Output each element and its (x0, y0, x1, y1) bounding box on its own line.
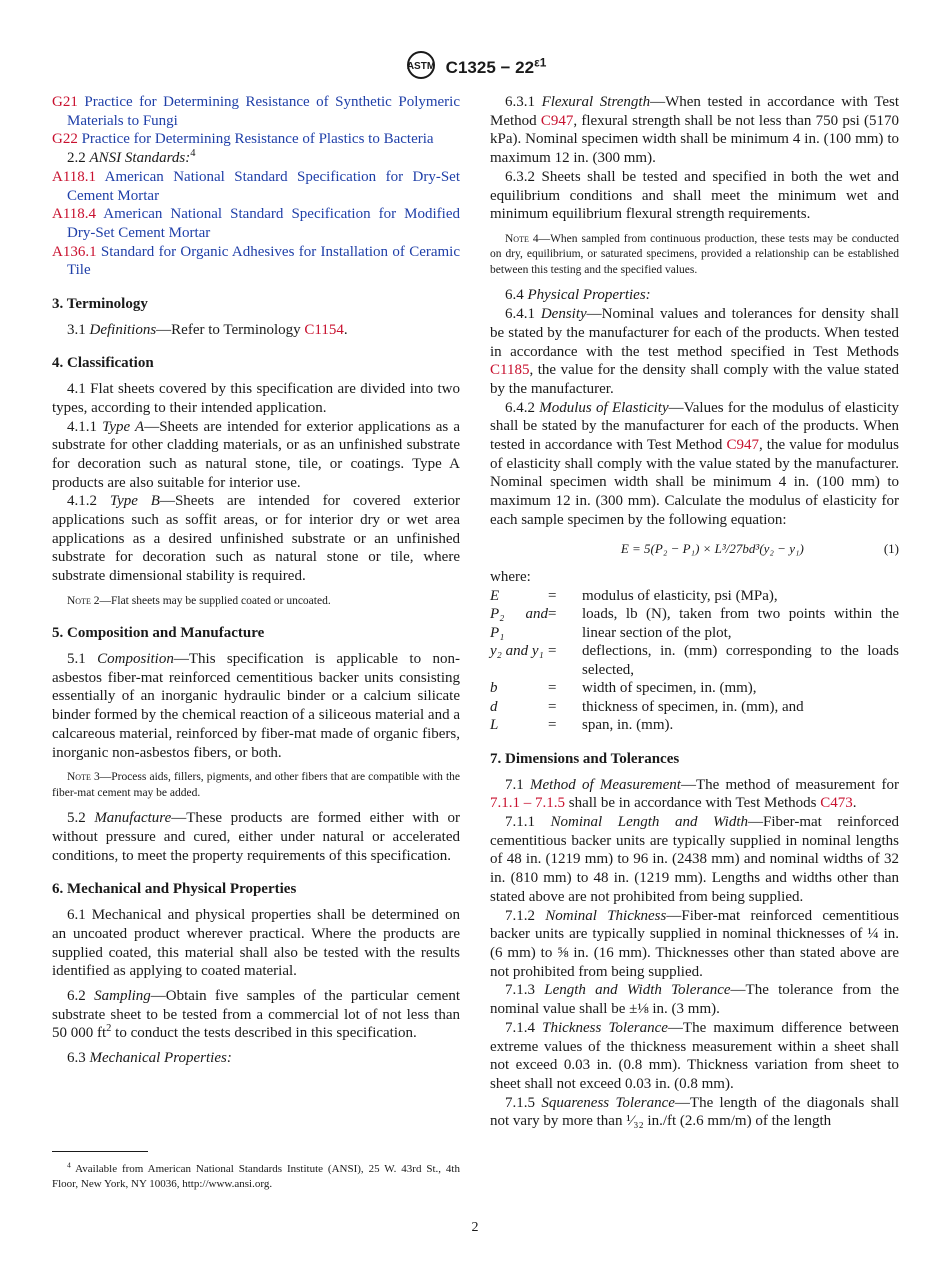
document-designation: $C1325 - 22^{\varepsilon 1}$ (445, 54, 547, 77)
section-7-1: 7.1 Method of Measurement—The method of measurement for 7.1.1 – 7.1.5 shall be in accordance with Test Methods C473. (490, 776, 900, 812)
section-7-heading: 7. Dimensions and Tolerances (490, 750, 680, 767)
section-4-1-2: 4.1.2 Type B—Sheets are intended for covered exterior applications such as soffit areas, or for interior dry or wet area applications as a desired unfinished substrate or an unfinished substrate for decoration such as natural stone or tile, where substrate dimensional stability is required. (52, 493, 460, 585)
definition-eq: = (548, 698, 557, 715)
definition-sym: d (490, 698, 498, 715)
section-7-1-5: 7.1.5 Squareness Tolerance—The length of the diagonals shall not vary by more than ¹⁄₃₂ in./ft (2.6 mm/m) of the length (490, 1094, 900, 1130)
section-6-3-2: 6.3.2 Sheets shall be tested and specified in both the wet and equilibrium conditions and shall meet the minimum wet and minimum equilibrium flexural strength requirements. (490, 168, 899, 223)
definition-desc: width of specimen, in. (mm), (582, 680, 757, 697)
link-c1154[interactable]: C1154 (304, 321, 344, 338)
right-column (490, 93, 899, 1131)
note-2: Note 2—Flat sheets may be supplied coated or uncoated. (67, 594, 331, 607)
section-6-4: 6.4 Physical Properties: (505, 287, 651, 304)
section-6-3-1: 6.3.1 Flexural Strength—When tested in accordance with Test Method C947, flexural strength shall be not less than 750 psi (5170 kPa). Nominal specimen width shall be minimum 4 in. (100 mm) to maximum 12 in. (300 mm). (490, 94, 900, 167)
definition-eq: = (548, 587, 557, 604)
note-3: Note 3—Process aids, fillers, pigments, and other fibers that are compatible with the fiber-mat cement may be added. (52, 771, 460, 799)
svg-text:ASTM: ASTM (406, 61, 435, 72)
footnote-4: $^4$ Available from American National Standards Institute (ANSI), 25 W. 43rd St., 4th Floor, New York, NY 10036, http://www.ansi.org. (52, 1160, 460, 1190)
definition-row (490, 679, 899, 698)
definition-sym: b (490, 680, 498, 697)
section-4-heading: 4. Classification (52, 355, 154, 372)
link-7-1-1-to-7-1-5[interactable]: 7.1.1 – 7.1.5 (490, 795, 565, 812)
definition-row (490, 716, 899, 735)
section-6-4-1: 6.4.1 Density—Nominal values and tolerances for density shall be stated by the manufacturer for each of the products. When tested in accordance with the test method specified in Test Methods C1185, the value for the density shall comply with the value stated by the manufacturer. (490, 306, 900, 397)
reference-a1184[interactable]: A118.4 American National Standard Specification for Modified Dry-Set Cement Mortar (52, 206, 460, 241)
page-number: 2 (471, 1220, 479, 1235)
astm-logo (404, 50, 438, 85)
definition-desc: modulus of elasticity, psi (MPa), (582, 587, 778, 604)
definition-row (490, 698, 899, 717)
section-6-heading: 6. Mechanical and Physical Properties (52, 881, 297, 898)
section-3-heading: 3. Terminology (52, 296, 148, 313)
definition-eq: = (548, 606, 557, 623)
definition-sym: E (490, 587, 500, 604)
definition-desc: span, in. (mm). (582, 717, 674, 734)
equation-1: E = 5(P₂ − P₁) × L³/27bd³(y₂ − y₁) (1) (620, 540, 899, 556)
section-5-1: 5.1 Composition—This specification is applicable to non-asbestos fiber-mat reinforced cementitious backer units consisting essentially of an inorganic hydraulic binder or a calcium silicate binder formed by the chemical reaction of a siliceous material and a calcareous material, reinforced by fiber-mat made of organic fibers, inorganic non-asbestos fibers, or both. (52, 651, 461, 761)
section-3-1: 3.1 Definitions—Refer to Terminology C1154. (67, 321, 348, 338)
where-label: where: (490, 569, 531, 586)
section-7-1-2: 7.1.2 Nominal Thickness—Fiber-mat reinforced cementitious backer units are typically supplied in nominal thicknesses of ¼ in. (6 mm) to ⅝ in. (16 mm). Thicknesses other than stated above are not prohibited from being supplied. (490, 907, 899, 980)
variable-definitions (490, 587, 899, 735)
section-5-2: 5.2 Manufacture—These products are formed either with or without pressure and cured, either under natural or accelerated conditions, to meet the property requirements of this specification. (52, 810, 460, 864)
reference-a1361[interactable]: A136.1 Standard for Organic Adhesives for Installation of Ceramic Tile (52, 243, 460, 279)
footnote-divider (52, 1151, 148, 1152)
definition-eq: = (548, 680, 557, 697)
page-header (0, 50, 950, 85)
section-6-3: 6.3 Mechanical Properties: (67, 1050, 232, 1067)
section-4-1-1: 4.1.1 Type A—Sheets are intended for exterior applications as a substrate for other cladding materials, or as an unfinished substrate for decoration such as natural stone, tile, or coatings. Type A products are also suitable for interior use. (52, 418, 461, 491)
definition-sym: L (490, 717, 499, 734)
link-c947[interactable]: C947 (540, 112, 574, 129)
definition-row (490, 642, 899, 679)
left-column (52, 93, 460, 1068)
link-c473[interactable]: C473 (820, 795, 853, 812)
section-7-1-3: 7.1.3 Length and Width Tolerance—The tolerance from the nominal value shall be ±⅛ in. (3 mm). (490, 982, 900, 1018)
note-4: Note 4—When sampled from continuous production, these tests may be conducted on dry, equilibrium, or saturated specimens, provided a relationship can be established between this testing and the specified values. (490, 232, 900, 276)
section-7-1-4: 7.1.4 Thickness Tolerance—The maximum difference between extreme values of the thickness measurement within a sheet shall not exceed 0.03 in. (0.8 mm). Thickness variation from sheet to sheet shall not exceed 0.03 in. (0.8 mm). (490, 1019, 900, 1092)
definition-desc: deflections, in. (mm) corresponding to the loads selected, (582, 643, 899, 678)
definition-row (490, 587, 899, 606)
definition-desc: loads, lb (N), taken from two points within the linear section of the plot, (582, 606, 899, 641)
link-c1185[interactable]: C1185 (490, 362, 530, 379)
link-c947-b[interactable]: C947 (726, 437, 759, 454)
section-4-1: 4.1 Flat sheets covered by this specification are divided into two types, according to their intended application. (52, 381, 460, 416)
section-6-1: 6.1 Mechanical and physical properties shall be determined on an uncoated product wherever practical. Where the products are supplied coated, this material shall also be tested with the results identified as applying to coated material. (52, 907, 460, 980)
definition-row (490, 605, 899, 642)
section-7-1-1: 7.1.1 Nominal Length and Width—Fiber-mat reinforced cementitious backer units are typically supplied in nominal lengths of 48 in. (1219 mm) to 96 in. (2438 mm) and nominal widths of 32 in. (810 mm) to 48 in. (1219 mm). Lengths and widths other than stated above are not prohibited from being supplied. (490, 814, 900, 905)
reference-g21[interactable]: G21 Practice for Determining Resistance of Synthetic Polymeric Materials to Fungi (52, 94, 461, 129)
reference-g22[interactable]: G22 Practice for Determining Resistance of Plastics to Bacteria (52, 131, 434, 148)
section-6-2: 6.2 Sampling—Obtain five samples of the particular cement substrate sheet to be tested from a commercial lot of not less than 50 000 $ft^2$ to conduct the tests described in this specification. (52, 987, 460, 1042)
definition-eq: = (548, 643, 557, 660)
definition-eq: = (548, 717, 557, 734)
definition-desc: thickness of specimen, in. (mm), and (582, 698, 804, 715)
reference-a1181[interactable]: A118.1 American National Standard Specification for Dry-Set Cement Mortar (52, 168, 460, 204)
definition-sym: P₂ and P₁ (490, 606, 548, 641)
section-5-heading: 5. Composition and Manufacture (52, 625, 265, 642)
ansi-standards-heading: 2.2 ANSI Standards:$^4$ (67, 148, 196, 167)
section-6-4-2: 6.4.2 Modulus of Elasticity—Values for the modulus of elasticity shall be stated by the manufacturer for each of the products. When tested in accordance with Test Method C947, the value for modulus of elasticity shall comply with the value stated by the manufacturer. Nominal specimen width shall be minimum 4 in. (100 mm) to maximum 12 in. (300 mm). Calculate the modulus of elasticity for each sample specimen by the following equation: (490, 399, 900, 528)
definition-sym: y₂ and y₁ (490, 643, 544, 660)
